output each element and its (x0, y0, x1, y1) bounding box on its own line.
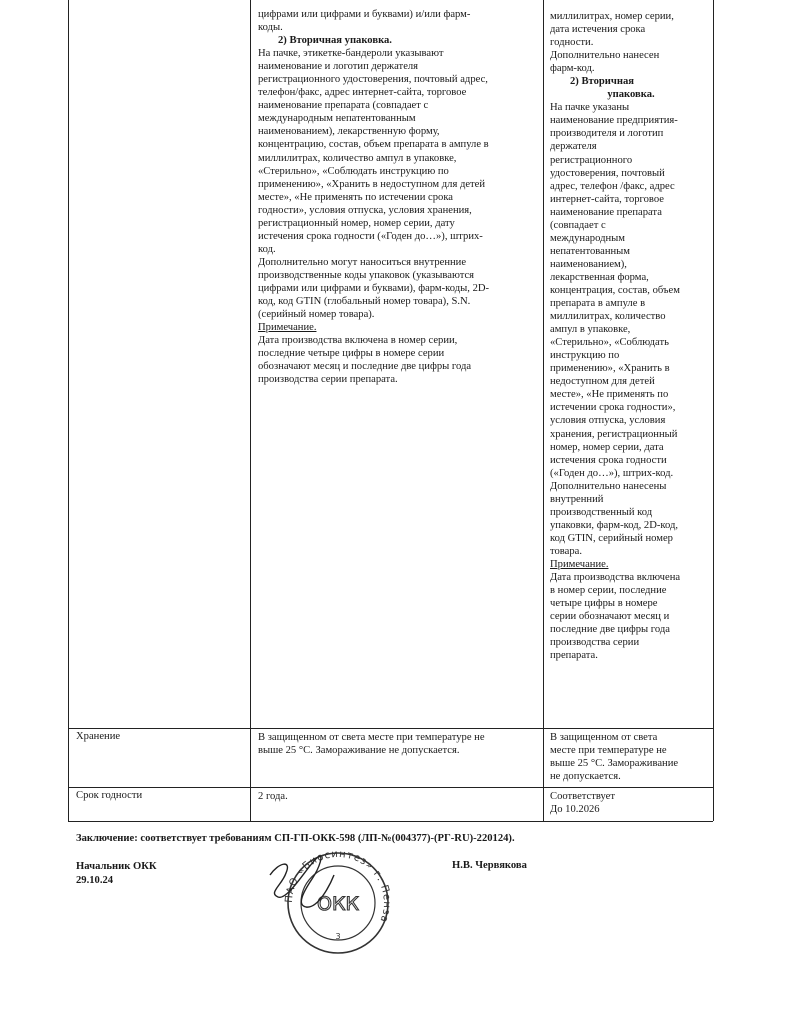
result-text-line: условия отпуска, условия (550, 415, 666, 427)
result-text-line: лекарственная форма, (550, 271, 649, 283)
storage-result-cell (550, 731, 712, 783)
spec-text-line: (серийный номер товара). (258, 309, 375, 321)
result-text-line: товара. (550, 545, 582, 557)
storage-result-line: В защищенном от света (550, 732, 658, 743)
spec-text-line: код. (258, 243, 276, 255)
result-text-line: внутренний (550, 493, 604, 505)
spec-note-label: Примечание. (258, 322, 317, 334)
storage-spec-line: выше 25 °С. Замораживание не допускается. (258, 745, 460, 757)
spec-top-line: коды. (258, 22, 283, 34)
spec-cell-packaging (258, 8, 540, 386)
row-divider-shelf-life (68, 787, 713, 788)
result-text-line: регистрационного (550, 154, 633, 166)
spec-text-line: международным непатентованным (258, 113, 416, 125)
result-text-line: концентрация, состав, объем (550, 284, 680, 296)
storage-spec-cell (258, 731, 540, 757)
spec-secondary-packaging-heading: 2) Вторичная упаковка. (278, 35, 392, 47)
result-note-line: производства серии (550, 637, 640, 649)
stamp-ring-text: ПАО «Биосинтез» г. Пенза (283, 848, 393, 925)
result-text-line: производственный код (550, 506, 653, 518)
result-text-line: препарата в ампуле в (550, 298, 646, 310)
result-secondary-packaging-heading: 2) Вторичная (570, 76, 635, 88)
result-top-line: фарм-код. (550, 63, 595, 75)
storage-result-line: не допускается. (550, 771, 621, 783)
shelf-life-result-cell (550, 790, 712, 816)
result-cell-packaging (550, 10, 712, 662)
result-text-line: интернет-сайта, торговое (550, 193, 664, 205)
spec-text-line: концентрацию, состав, объем препарата в ампуле в (258, 139, 489, 151)
result-text-line: Дополнительно нанесены (550, 480, 667, 492)
result-note-line: последние две цифры года (550, 624, 670, 636)
spec-text-line: регистрационный номер, номер серии, дату (258, 217, 455, 229)
stamp-center-text: ОКК (317, 893, 359, 915)
result-note-line: Дата производства включена (550, 572, 681, 584)
result-text-line: «Стерильно», «Соблюдать (550, 337, 669, 349)
result-text-line: непатентованным (550, 245, 630, 257)
result-top-line: годности. (550, 37, 594, 49)
spec-text-line: регистрационного удостоверения, почтовый адрес, (258, 74, 488, 86)
row-divider-storage (68, 728, 713, 729)
shelf-life-label: Срок годности (76, 790, 143, 801)
result-text-line: (совпадает с (550, 219, 606, 231)
result-text-line: ампул в упаковке, (550, 324, 631, 336)
result-text-line: миллилитрах, количество (550, 311, 666, 323)
spec-text-line: применению», «Хранить в недоступном для детей (258, 178, 486, 190)
spec-text-line: миллилитрах, количество ампул в упаковке, (258, 152, 457, 164)
result-text-line: упаковки, фарм-код, 2D-код, (550, 519, 679, 531)
result-text-line: истечения срока годности (550, 454, 667, 466)
signature-date: 29.10.24 (76, 875, 114, 886)
result-text-line: международным (550, 232, 625, 244)
spec-text-line: «Стерильно», «Соблюдать инструкцию по (258, 165, 449, 177)
result-text-line: недоступном для детей (550, 376, 655, 388)
table-left-border (68, 0, 69, 821)
result-text-line: производителя и логотип (550, 128, 664, 140)
result-secondary-packaging-heading: упаковка. (607, 89, 655, 101)
result-text-line: инструкцию по (550, 350, 620, 362)
shelf-life-result-line: Соответствует (550, 791, 616, 802)
result-text-line: наименованием), (550, 258, 627, 270)
spec-text-line: На пачке, этикетке-бандероли указывают (258, 48, 444, 60)
result-text-line: месте», «Не применять по (550, 389, 669, 401)
result-note-label: Примечание. (550, 558, 609, 570)
result-note-line: в номер серии, последние (550, 585, 667, 597)
spec-text-line: истечения срока годности («Годен до…»), штрих- (258, 230, 483, 242)
storage-spec-line: В защищенном от света месте при температуре не (258, 732, 485, 743)
result-text-line: код GTIN, серийный номер (550, 532, 673, 544)
result-note-line: серии обозначают месяц и (550, 611, 670, 623)
spec-note-line: обозначают месяц и последние две цифры года (258, 361, 472, 373)
shelf-life-spec: 2 года. (258, 791, 288, 802)
result-text-line: держателя (550, 141, 597, 153)
result-text-line: применению», «Хранить в (550, 363, 670, 375)
result-top-line: дата истечения срока (550, 24, 646, 36)
result-text-line: («Годен до…»), штрих-код. (550, 467, 674, 479)
okk-stamp (248, 845, 428, 960)
result-note-line: препарата. (550, 650, 598, 662)
stamp-seal (284, 849, 392, 953)
result-text-line: наименование предприятия- (550, 115, 678, 127)
signatory-name: Н.В. Червякова (452, 860, 527, 871)
result-text-line: истечении срока годности», (550, 402, 676, 414)
result-text-line: удостоверения, почтовый (550, 167, 665, 179)
table-right-border (713, 0, 714, 821)
conclusion-text: Заключение: соответствует требованиям СП-ГП-ОКК-598 (ЛП-№(004377)-(РГ-RU)-220124). (76, 833, 515, 844)
spec-text-line: наименование и логотип держателя (258, 61, 419, 73)
result-text-line: На пачке указаны (550, 102, 630, 114)
spec-note-line: производства серии препарата. (258, 374, 398, 386)
spec-text-line: телефон/факс, адрес интернет-сайта, торговое (258, 87, 467, 99)
signatory-position: Начальник ОКК (76, 861, 157, 872)
storage-result-line: выше 25 °С. Замораживание (550, 758, 679, 770)
spec-text-line: наименованием), лекарственную форму, (258, 126, 440, 138)
storage-result-line: месте при температуре не (550, 745, 667, 757)
table-bottom-border (68, 821, 713, 822)
result-text-line: номер, номер серии, дата (550, 441, 664, 453)
result-text-line: адрес, телефон /факс, адрес (550, 180, 675, 192)
table-col-divider-1 (250, 0, 251, 821)
spec-text-line: годности», условия отпуска, условия хранения, (258, 204, 472, 216)
spec-note-line: Дата производства включена в номер серии, (258, 335, 458, 347)
result-text-line: хранения, регистрационный (550, 428, 678, 440)
storage-label: Хранение (76, 731, 121, 742)
spec-text-line: производственные коды упаковок (указываются (258, 269, 475, 281)
result-top-line: Дополнительно нанесен (550, 50, 660, 62)
shelf-life-spec-cell (258, 790, 540, 803)
spec-text-line: наименование препарата (совпадает с (258, 100, 429, 112)
spec-note-line: последние четыре цифры в номере серии (258, 348, 445, 360)
table-col-divider-2 (543, 0, 544, 821)
spec-text-line: месте», «Не применять по истечении срока (258, 191, 454, 203)
result-note-line: четыре цифры в номере (550, 598, 658, 610)
spec-text-line: код, код GTIN (глобальный номер товара), S.N. (258, 296, 471, 308)
signatory-block (76, 860, 157, 888)
result-top-line: миллилитрах, номер серии, (550, 11, 674, 22)
spec-text-line: цифрами или цифрами и буквами), фарм-коды, 2D- (258, 282, 490, 294)
result-text-line: наименование препарата (550, 206, 662, 218)
stamp-number: 3 (335, 932, 341, 941)
shelf-life-result-line: До 10.2026 (550, 804, 600, 816)
spec-top-line: цифрами или цифрами и буквами) и/или фарм- (258, 9, 471, 20)
spec-text-line: Дополнительно могут наноситься внутренние (258, 256, 467, 268)
